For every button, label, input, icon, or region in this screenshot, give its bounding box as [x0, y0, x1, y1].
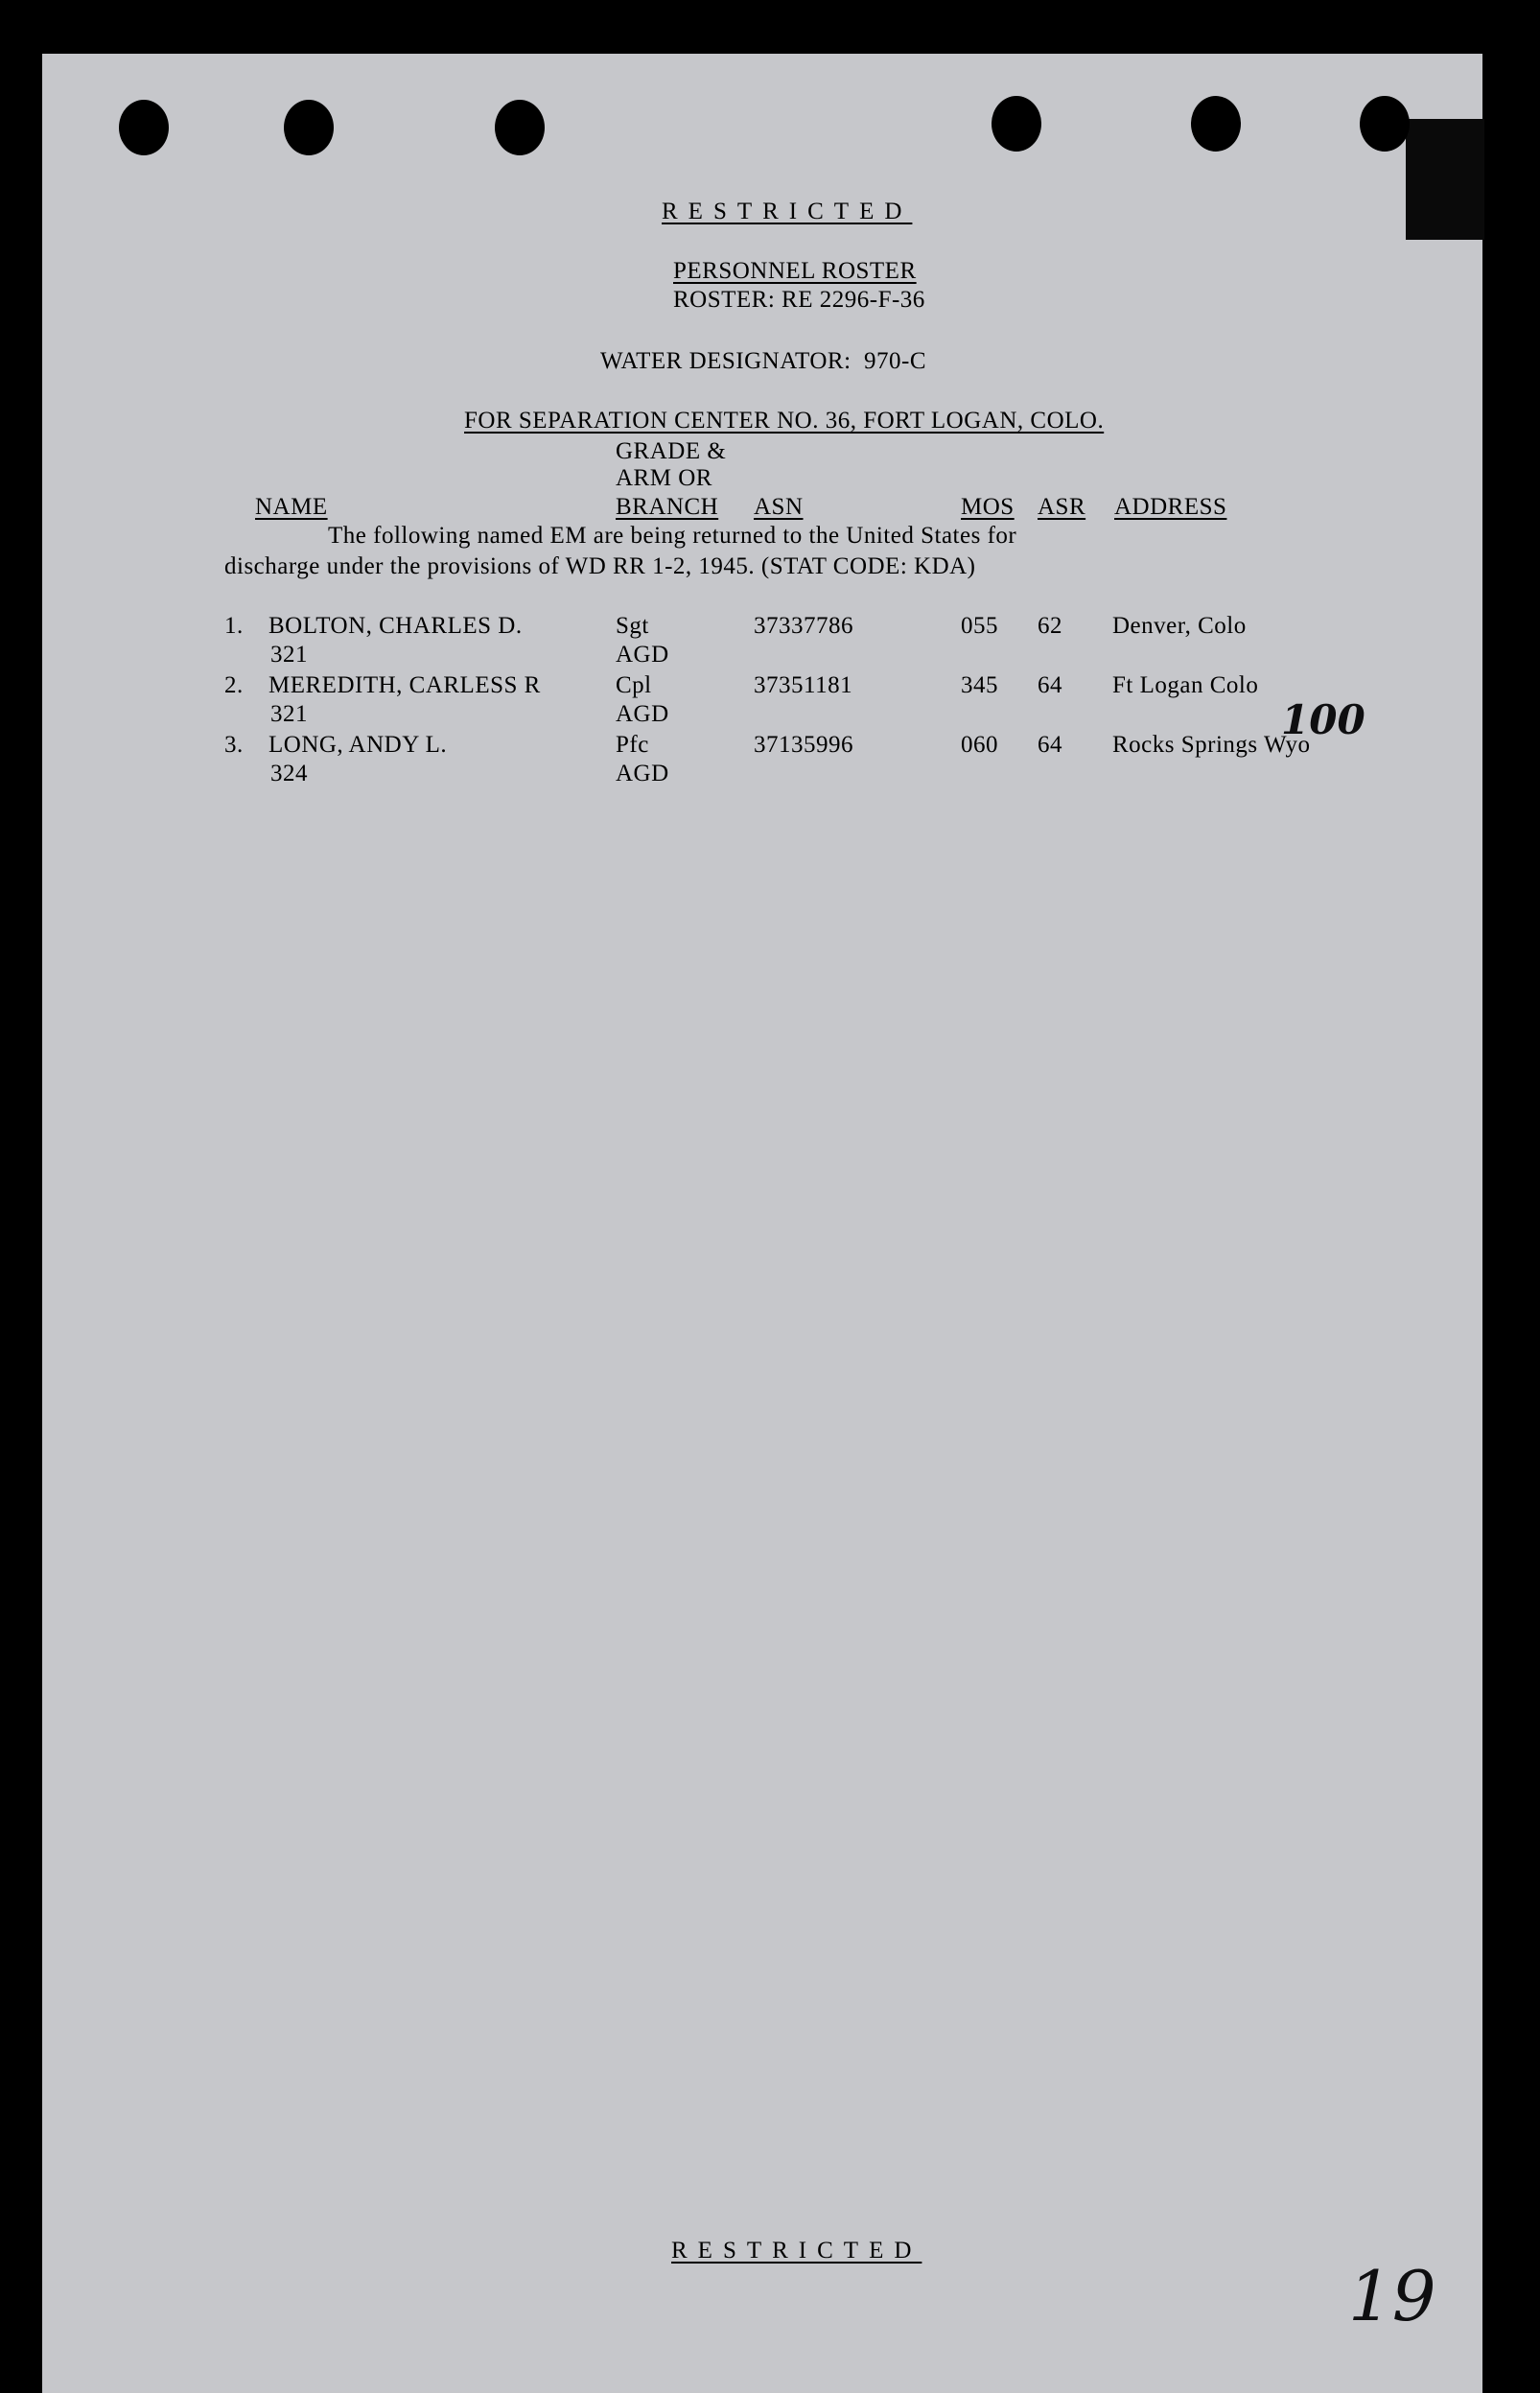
column-header-asr: ASR [1038, 494, 1086, 520]
row-mos: 345 [961, 672, 998, 698]
column-header-grade: GRADE & [616, 438, 727, 464]
column-header-address: ADDRESS [1114, 494, 1227, 520]
row-branch: AGD [616, 701, 669, 727]
column-header-asn: ASN [754, 494, 804, 520]
punch-hole [284, 100, 334, 155]
row-mos: 060 [961, 732, 998, 758]
punch-hole [1360, 96, 1410, 152]
row-name: BOLTON, CHARLES D. [268, 613, 523, 639]
row-mos: 055 [961, 613, 998, 639]
row-branch: AGD [616, 761, 669, 786]
handwritten-total: 100 [1281, 696, 1365, 743]
row-grade: Cpl [616, 672, 652, 698]
punch-hole [992, 96, 1041, 152]
roster-number: ROSTER: RE 2296-F-36 [673, 287, 925, 313]
row-asn: 37337786 [754, 613, 853, 639]
row-asn: 37135996 [754, 732, 853, 758]
index-tab [1406, 119, 1484, 240]
row-asn: 37351181 [754, 672, 853, 698]
row-number: 1. [224, 613, 244, 639]
classification-footer: RESTRICTED [671, 2238, 922, 2264]
row-address: Rocks Springs Wyo [1112, 732, 1311, 758]
row-code: 321 [270, 701, 308, 727]
roster-title: PERSONNEL ROSTER [673, 258, 917, 284]
water-designator: WATER DESIGNATOR: 970-C [600, 348, 927, 374]
row-name: MEREDITH, CARLESS R [268, 672, 541, 698]
column-header-grade: ARM OR [616, 465, 712, 491]
row-grade: Sgt [616, 613, 649, 639]
document-page [42, 54, 1482, 2393]
row-number: 2. [224, 672, 244, 698]
row-address: Denver, Colo [1112, 613, 1247, 639]
punch-hole [495, 100, 545, 155]
punch-hole [1191, 96, 1241, 152]
column-header-branch: BRANCH [616, 494, 719, 520]
body-text: The following named EM are being returned to the United States for [328, 523, 1017, 549]
handwritten-page-number: 19 [1348, 2256, 1436, 2336]
row-grade: Pfc [616, 732, 649, 758]
row-address: Ft Logan Colo [1112, 672, 1259, 698]
classification-header: RESTRICTED [662, 199, 913, 224]
row-code: 321 [270, 642, 308, 668]
punch-hole [119, 100, 169, 155]
column-header-mos: MOS [961, 494, 1015, 520]
row-asr: 64 [1038, 732, 1062, 758]
row-asr: 62 [1038, 613, 1062, 639]
row-name: LONG, ANDY L. [268, 732, 448, 758]
row-branch: AGD [616, 642, 669, 668]
row-asr: 64 [1038, 672, 1062, 698]
column-header-name: NAME [255, 494, 328, 520]
destination: FOR SEPARATION CENTER NO. 36, FORT LOGAN, COLO. [464, 408, 1105, 434]
body-text: discharge under the provisions of WD RR 1-2, 1945. (STAT CODE: KDA) [224, 553, 976, 579]
row-code: 324 [270, 761, 308, 786]
row-number: 3. [224, 732, 244, 758]
